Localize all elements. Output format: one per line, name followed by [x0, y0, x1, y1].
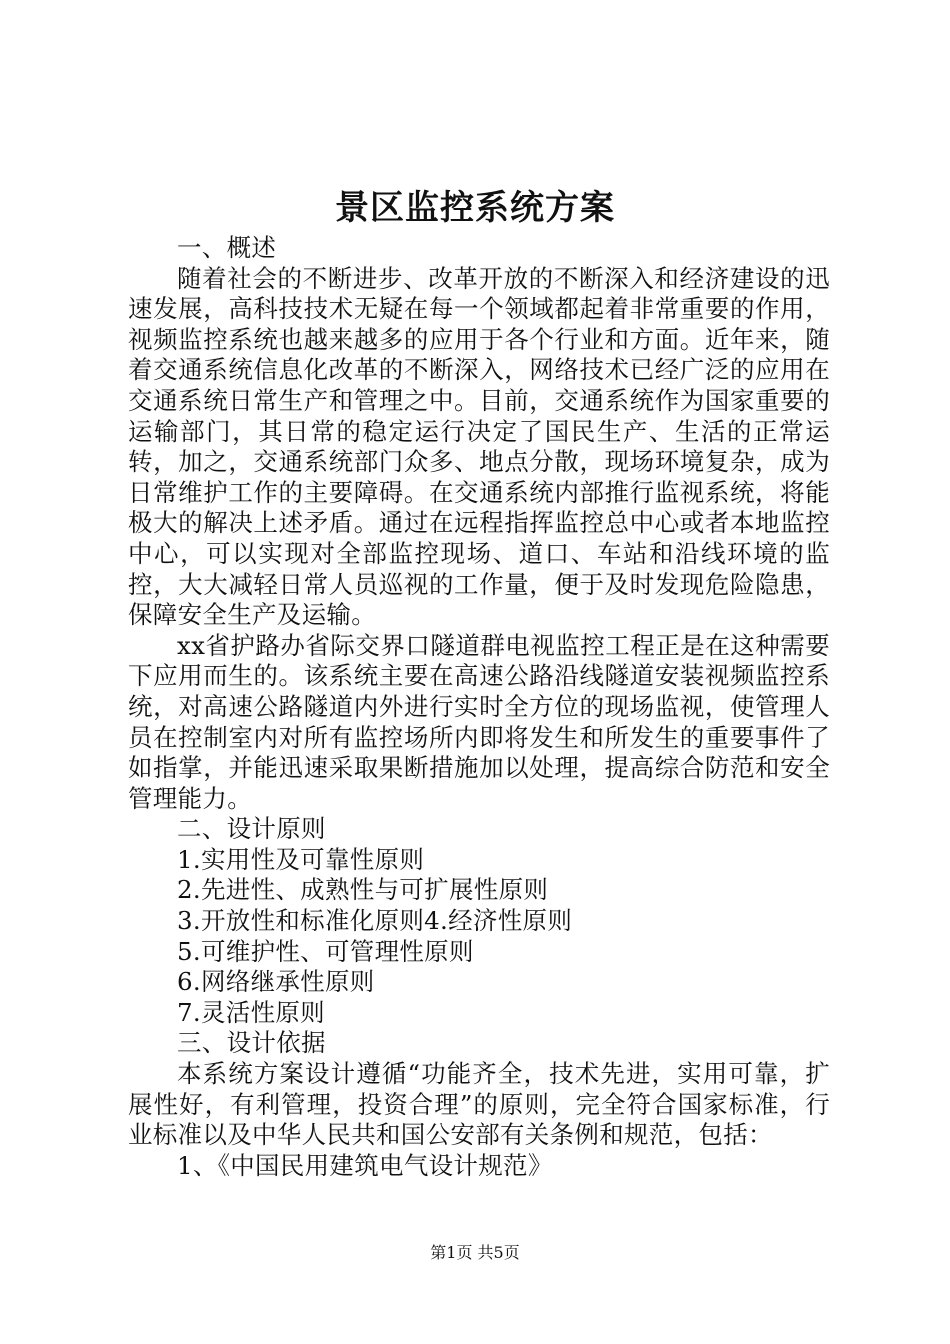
standard-item: 1、《中国民用建筑电气设计规范》: [177, 1150, 553, 1180]
document-title: 景区监控系统方案: [335, 188, 615, 228]
paragraph-background: 随着社会的不断进步、改革开放的不断深入和经济建设的迅速发展，高科技技术无疑在每一个领域都起着非常重要的作用，视频监控系统也越来越多的应用于各个行业和方面。近年来，随着交通系统信息化改革的不断深入，网络技术已经广泛的应用在交通系统日常生产和管理之中。目前，交通系统作为国家重要的运输部门，其日常的稳定运行决定了国民生产、生活的正常运转，加之，交通系统部门众多、地点分散，现场环境复杂，成为日常维护工作的主要障碍。在交通系统内部推行监视系统，将能极大的解决上述矛盾。通过在远程指挥监控总中心或者本地监控中心，可以实现对全部监控现场、道口、车站和沿线环境的监控，大大减轻日常人员巡视的工作量，便于及时发现危险隐患，保障安全生产及运输。: [128, 263, 830, 630]
principle-item: 3.开放性和标准化原则4.经济性原则: [177, 906, 573, 936]
principle-item: 2.先进性、成熟性与可扩展性原则: [177, 875, 549, 905]
section-heading-overview: 一、概述: [177, 233, 277, 262]
section-heading-design-principles: 二、设计原则: [177, 814, 326, 844]
principle-item: 7.灵活性原则: [177, 997, 325, 1027]
section-heading-design-basis: 三、设计依据: [177, 1028, 326, 1058]
document-body: [128, 233, 830, 1181]
paragraph-project: xx省护路办省际交界口隧道群电视监控工程正是在这种需要下应用而生的。该系统主要在高速公路沿线隧道安装视频监控系统，对高速公路隧道内外进行实时全方位的现场监视，使管理人员在控制室内对所有监控场所内即将发生和所发生的重要事件了如指掌，并能迅速采取果断措施加以处理，提高综合防范和安全管理能力。: [128, 630, 830, 813]
page-number-footer: 第1页 共5页: [430, 1243, 520, 1262]
principle-item: 6.网络继承性原则: [177, 967, 375, 997]
paragraph-design-basis: 本系统方案设计遵循“功能齐全，技术先进，实用可靠，扩展性好，有利管理，投资合理”的原则，完全符合国家标准，行业标准以及中华人民共和国公安部有关条例和规范，包括：: [128, 1059, 830, 1150]
principle-item: 1.实用性及可靠性原则: [177, 844, 425, 874]
principle-item: 5.可维护性、可管理性原则: [177, 936, 474, 966]
